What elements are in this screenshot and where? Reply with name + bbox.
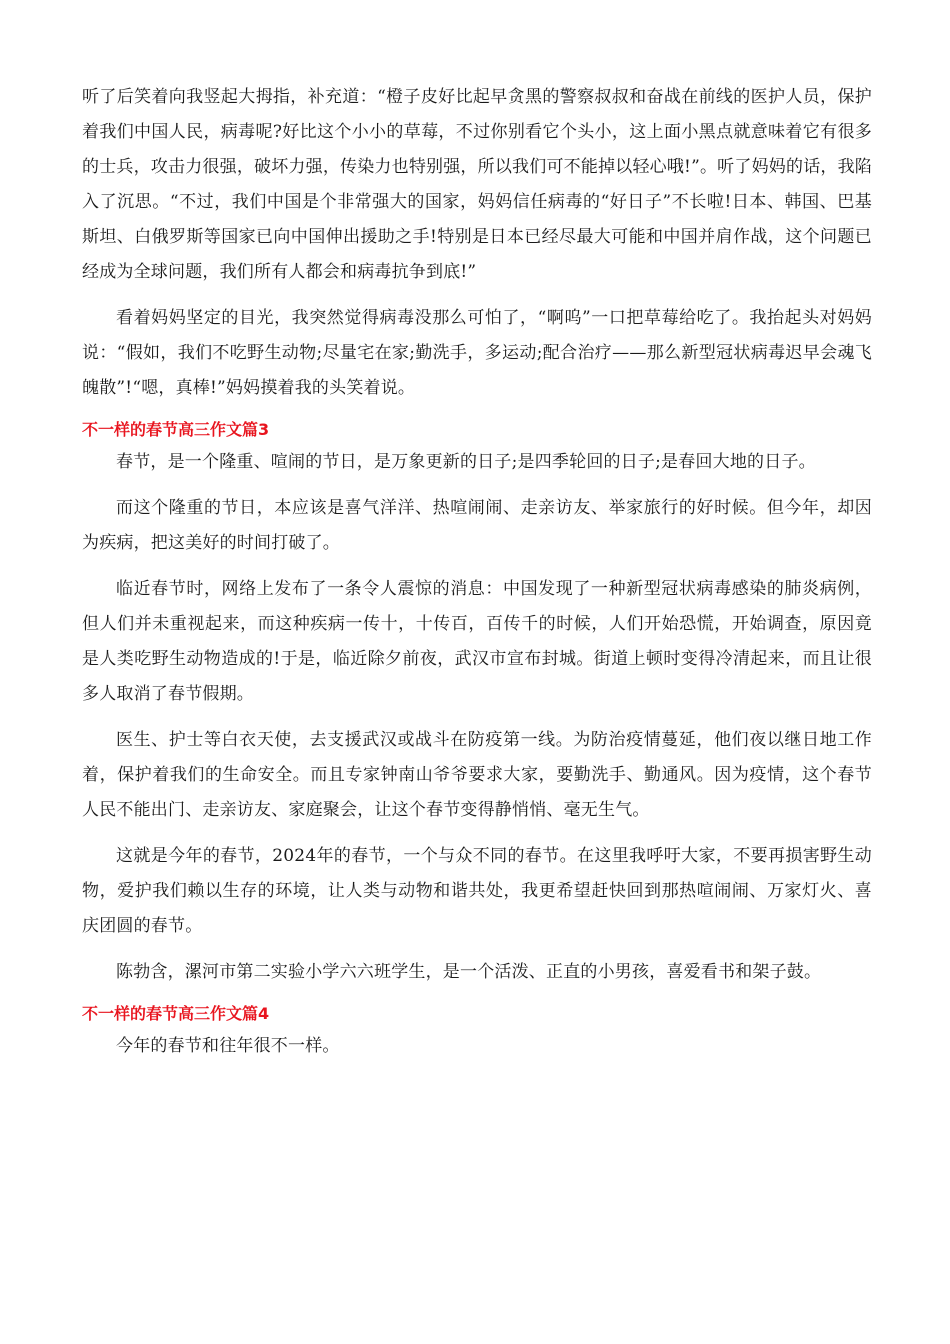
body-paragraph: 陈勃含，漯河市第二实验小学六六班学生，是一个活泼、正直的小男孩，喜爱看书和架子鼓。 [116,962,822,982]
body-paragraph: 这就是今年的春节，2024年的春节，一个与众不同的春节。在这里我呼吁大家，不要再损害野生动物，爱护我们赖以生存的环境，让人类与动物和谐共处，我更希望赶快回到那热喧闹闹、万家灯火、喜庆团圆的春节。 [82,846,872,936]
body-paragraph: 而这个隆重的节日，本应该是喜气洋洋、热喧闹闹、走亲访友、举家旅行的好时候。但今年，却因为疾病，把这美好的时间打破了。 [82,498,872,553]
body-paragraph: 医生、护士等白衣天使，去支援武汉或战斗在防疫第一线。为防治疫情蔓延，他们夜以继日地工作着，保护着我们的生命安全。而且专家钟南山爷爷要求大家，要勤洗手、勤通风。因为疫情，这个春节人民不能出门、走亲访友、家庭聚会，让这个春节变得静悄悄、毫无生气。 [82,730,872,820]
body-paragraph: 临近春节时，网络上发布了一条令人震惊的消息：中国发现了一种新型冠状病毒感染的肺炎病例，但人们并未重视起来，而这种疾病一传十，十传百，百传千的时候，人们开始恐慌，开始调查，原因竟是人类吃野生动物造成的!于是，临近除夕前夜，武汉市宣布封城。街道上顿时变得冷清起来，而且让很多人取消了春节假期。 [82,579,872,704]
section-heading: 不一样的春节高三作文篇4 [82,1004,270,1023]
body-paragraph: 听了后笑着向我竖起大拇指，补充道：“橙子皮好比起早贪黑的警察叔叔和奋战在前线的医护人员，保护着我们中国人民，病毒呢?好比这个小小的草莓，不过你别看它个头小，这上面小黑点就意味着它有很多的士兵，攻击力很强，破坏力强，传染力也特别强，所以我们可不能掉以轻心哦!”。听了妈妈的话，我陷入了沉思。“不过，我们中国是个非常强大的国家，妈妈信任病毒的“好日子”不长啦!日本、韩国、巴基斯坦、白俄罗斯等国家已向中国伸出援助之手!特别是日本已经尽最大可能和中国并肩作战，这个问题已经成为全球问题，我们所有人都会和病毒抗争到底!” [82,87,872,282]
section-heading: 不一样的春节高三作文篇3 [82,420,270,439]
body-paragraph: 看着妈妈坚定的目光，我突然觉得病毒没那么可怕了，“啊呜”一口把草莓给吃了。我抬起头对妈妈说：“假如，我们不吃野生动物;尽量宅在家;勤洗手，多运动;配合治疗——那么新型冠状病毒迟早会魂飞魄散”!“嗯，真棒!”妈妈摸着我的头笑着说。 [82,308,872,398]
body-paragraph: 春节，是一个隆重、喧闹的节日，是万象更新的日子;是四季轮回的日子;是春回大地的日子。 [116,452,816,472]
body-paragraph: 今年的春节和往年很不一样。 [116,1036,340,1056]
document-page [82,80,872,1064]
